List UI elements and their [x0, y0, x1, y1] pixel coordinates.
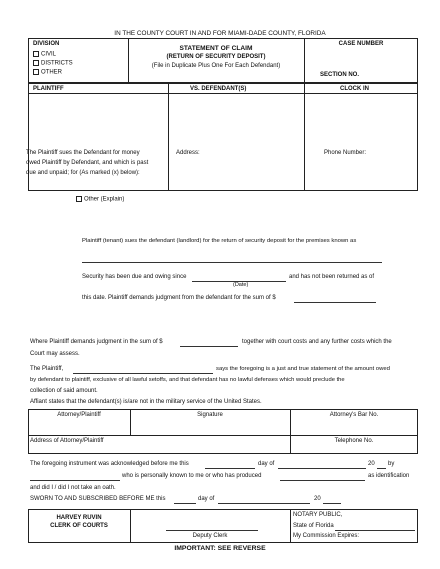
form-title: STATEMENT OF CLAIM	[179, 45, 253, 52]
other-explain-checkbox[interactable]	[76, 196, 82, 202]
notary-state-blank[interactable]	[335, 530, 415, 531]
plaintiff-para-line-3: collection of said amount.	[30, 388, 98, 394]
clerk-name: HARVEY RUVIN	[56, 515, 102, 521]
plaintiff-text-line-2: owed Plaintiff by Defendant, and which is past	[26, 160, 149, 166]
plaintiff-text-line-3: due and unpaid; for (As marked (x) below):	[26, 170, 140, 176]
deputy-clerk-label: Deputy Clerk	[192, 533, 228, 539]
claim-line-1: Plaintiff (tenant) sues the defendant (landlord) for the return of security deposit for the premises known as	[82, 238, 357, 244]
plaintiff-text-line-1: The Plaintiff sues the Defendant for money	[26, 150, 140, 156]
form-subtitle: (RETURN OF SECURITY DEPOSIT)	[166, 54, 266, 60]
ack-line-1a: The foregoing instrument was acknowledged before me this	[30, 461, 189, 467]
sworn-day-blank[interactable]	[174, 503, 196, 504]
division-option-districts[interactable]: DISTRICTS	[33, 60, 73, 67]
notary-public-label: NOTARY PUBLIC,	[293, 512, 343, 518]
demand-line-1b: together with court costs and any further costs which the	[242, 339, 392, 345]
defendant-header: VS. DEFENDANT(S)	[190, 86, 247, 92]
date-caption: (Date)	[233, 282, 249, 288]
division-label: DIVISION	[33, 41, 60, 47]
footer-notice: IMPORTANT: SEE REVERSE	[174, 545, 266, 552]
ack-line-2b: as identification	[368, 473, 410, 479]
other-explain-option[interactable]: Other (Explain)	[76, 196, 124, 203]
claim-line-2-end: and has not been returned as of	[289, 274, 375, 280]
demand-line-2: Court may assess.	[30, 351, 80, 357]
attorney-address-label: Address of Attorney/Plaintiff	[30, 438, 104, 444]
plaintiff-name-blank[interactable]	[73, 373, 213, 374]
plaintiff-para-line-1a: The Plaintiff,	[30, 366, 64, 372]
filing-note: (File in Duplicate Plus One For Each Defendant)	[151, 63, 281, 69]
claim-line-3: this date. Plaintiff demands judgment from the defendant for the sum of $	[82, 295, 276, 301]
clerk-title: CLERK OF COURTS	[50, 523, 108, 529]
affiant-statement: Affiant states that the defendant(s) is/are not in the military service of the United States.	[30, 399, 262, 405]
telephone-label: Telephone No.	[334, 438, 374, 444]
demand-line-1a: Where Plaintiff demands judgment in the sum of $	[30, 339, 163, 345]
defendant-address-label: Address:	[176, 150, 200, 156]
notary-state-label: State of Florida	[293, 523, 334, 529]
court-header: IN THE COUNTY COURT IN AND FOR MIAMI-DADE COUNTY, FLORIDA	[114, 30, 326, 37]
ack-month-blank[interactable]	[278, 468, 366, 469]
sworn-line-c: 20	[314, 496, 321, 502]
ack-person-blank[interactable]	[30, 480, 120, 481]
division-option-civil[interactable]: CIVIL	[33, 51, 56, 58]
claim-line-2-start: Security has been due and owing since	[82, 274, 187, 280]
ack-day-blank[interactable]	[205, 468, 255, 469]
section-number-label: SECTION NO.	[320, 72, 360, 78]
civil-checkbox[interactable]	[33, 51, 39, 57]
ack-year-blank[interactable]	[377, 468, 386, 469]
other-division-checkbox[interactable]	[33, 69, 39, 75]
ack-line-2a: who is personally known to me or who has produced	[122, 473, 262, 479]
sworn-month-blank[interactable]	[218, 503, 310, 504]
ack-line-1c: 20	[368, 461, 375, 467]
commission-expires-label: My Commission Expires:	[293, 533, 360, 539]
bar-number-header: Attorney's Bar No.	[329, 412, 379, 418]
signature-header: Signature	[197, 412, 223, 418]
ack-id-blank[interactable]	[280, 480, 365, 481]
judgment-sum-blank[interactable]	[180, 346, 238, 347]
clock-in-header: CLOCK IN	[340, 86, 369, 92]
ack-line-3: and did I / did I not take an oath.	[30, 485, 116, 491]
sworn-year-blank[interactable]	[323, 503, 341, 504]
premises-blank[interactable]	[82, 262, 382, 263]
sworn-line-a: SWORN TO AND SUBSCRIBED BEFORE ME this	[30, 496, 166, 502]
districts-checkbox[interactable]	[33, 60, 39, 66]
ack-line-1d: by	[388, 461, 395, 467]
ack-line-1b: day of	[258, 461, 275, 467]
demand-sum-blank[interactable]	[294, 302, 376, 303]
case-number-label: CASE NUMBER	[338, 41, 384, 47]
attorney-plaintiff-header: Attorney/Plaintiff	[57, 412, 101, 418]
phone-number-label: Phone Number:	[324, 150, 367, 156]
plaintiff-para-line-1b: says the foregoing is a just and true statement of the amount owed	[216, 366, 390, 372]
deputy-signature-line[interactable]	[166, 530, 258, 531]
sworn-line-b: day of	[198, 496, 215, 502]
division-option-other[interactable]: OTHER	[33, 69, 62, 76]
plaintiff-para-line-2: by defendant to plaintiff, exclusive of all lawful setoffs, and that defendant has no lawful defenses which would preclude the	[30, 377, 345, 383]
plaintiff-header: PLAINTIFF	[33, 86, 64, 92]
